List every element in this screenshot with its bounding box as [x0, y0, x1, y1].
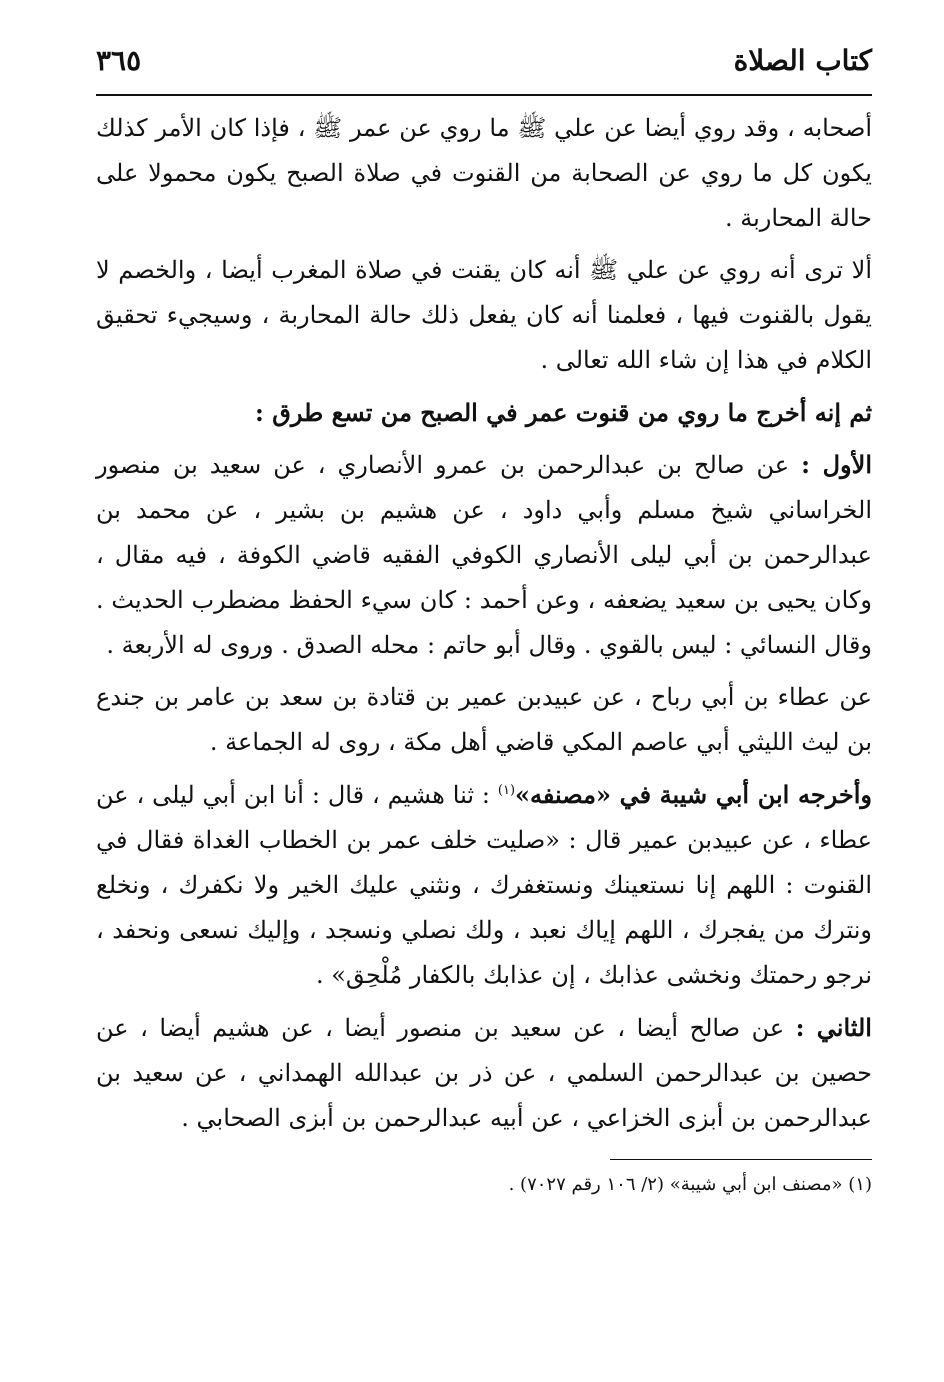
paragraph-ibn-abi-shayba: [96, 772, 872, 998]
paragraph-second-way: [96, 1005, 872, 1141]
section-heading: ثم إنه أخرج ما روي من قنوت عمر في الصبح من تسع طرق :: [255, 398, 872, 427]
ibn-abi-shayba-lead: وأخرجه ابن أبي شيبة في «مصنفه»: [515, 780, 873, 809]
first-way-lead: الأول :: [801, 450, 872, 479]
ibn-abi-shayba-text: : ثنا هشيم ، قال : أنا ابن أبي ليلى ، عن عطاء ، عن عبيدبن عمير قال : «صليت خلف عمر بن الخطاب الغداة فقال في القنوت : اللهم إنا نستعينك ونستغفرك ، ونثني عليك الخير ولا نكفرك ، ونخلع ونترك من يفجرك ، اللهم إياك نعبد ، ولك نصلي ونسجد ، وإليك نسعى ونحفد ، نرجو رحمتك ونخشى عذابك ، إن عذابك بالكفار مُلْحِق» .: [96, 781, 873, 989]
footnote: (١) «مصنف ابن أبي شيبة» (٢/ ١٠٦ رقم ٧٠٢٧) .: [508, 1174, 872, 1195]
book-page: [96, 36, 872, 1200]
header-divider: [96, 94, 872, 96]
paragraph-ata: عن عطاء بن أبي رباح ، عن عبيدبن عمير بن قتادة بن سعد بن عامر بن جندع بن ليث الليثي أبي عاصم المكي قاضي أهل مكة ، روى له الجماعة .: [96, 683, 872, 756]
paragraph-ala-tara: ألا ترى أنه روي عن علي ﷺ أنه كان يقنت في صلاة المغرب أيضا ، والخصم لا يقول بالقنوت فيها ، فعلمنا أنه كان يفعل ذلك حالة المحاربة ، وسيجيء تحقيق الكلام في هذا إن شاء الله تعالى .: [96, 256, 872, 374]
first-way-text: عن صالح بن عبدالرحمن بن عمرو الأنصاري ، عن سعيد بن منصور الخراساني شيخ مسلم وأبي داود ، عن هشيم بن بشير ، عن محمد بن عبدالرحمن بن أبي ليلى الأنصاري الكوفي الفقيه قاضي الكوفة ، فيه مقال ، وكان يحيى بن سعيد يضعفه ، وعن أحمد : كان سيء الحفظ مضطرب الحديث . وقال النسائي : ليس بالقوي . وقال أبو حاتم : محله الصدق . وروى له الأربعة .: [96, 451, 872, 659]
second-way-text: عن صالح أيضا ، عن سعيد بن منصور أيضا ، عن هشيم أيضا ، عن حصين بن عبدالرحمن السلمي ، عن ذر بن عبدالله الهمداني ، عن سعيد بن عبدالرحمن بن أبزى الخزاعي ، عن أبيه عبدالرحمن بن أبزى الصحابي .: [96, 1014, 872, 1132]
second-way-lead: الثاني :: [795, 1013, 872, 1042]
paragraph-ashabuhu: أصحابه ، وقد روي أيضا عن علي ﷺ ما روي عن عمر ﷺ ، فإذا كان الأمر كذلك يكون كل ما روي عن الصحابة من القنوت في صلاة الصبح يكون محمولا على حالة المحاربة .: [96, 114, 873, 232]
page-header: [96, 36, 872, 94]
running-title: كتاب الصلاة: [733, 44, 872, 77]
page-number: ٣٦٥: [96, 44, 142, 77]
footnote-divider: [610, 1159, 872, 1160]
footnote-ref: (١): [497, 783, 516, 798]
paragraph-first-way: [96, 442, 872, 668]
